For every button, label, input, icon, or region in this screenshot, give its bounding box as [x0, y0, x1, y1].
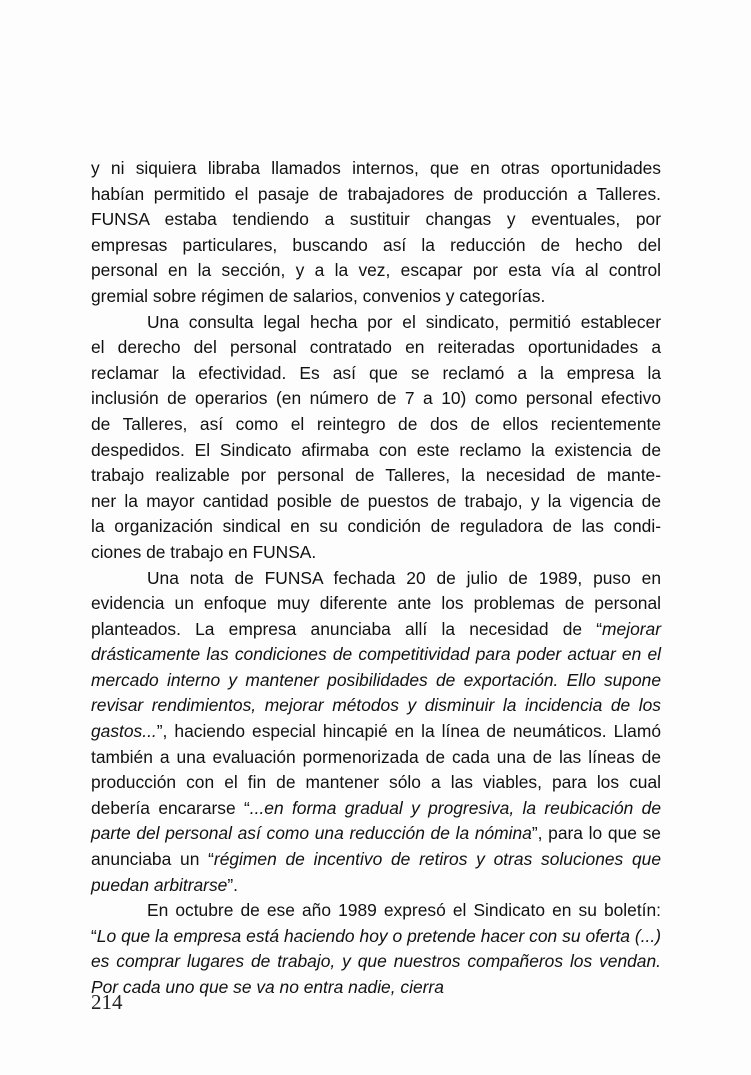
text-line: ner la mayor cantidad posible de puestos de trabajo, y la vigencia de — [91, 490, 661, 511]
text-line: reclamar la efectividad. Es así que se reclamó a la empresa la — [91, 362, 661, 383]
text-line: Una consulta legal hecha por el sindicato, permitió establecer — [147, 311, 661, 332]
paragraph-1 — [91, 156, 661, 310]
text-line: empresas particulares, buscando así la reducción de hecho del — [91, 234, 661, 255]
text-segment: Una nota de FUNSA fechada 20 de julio de 1989, puso en evidencia un enfoque muy diferente ante los problemas de personal planteados. La empresa anunciaba allí la necesidad de “ — [91, 567, 661, 639]
text-segment: ”, para lo que se anunciaba un “ — [91, 823, 661, 870]
text-line: inclusión de operarios (en número de 7 a 10) como personal efectivo — [91, 388, 661, 409]
quote-text: Lo que la empresa está haciendo hoy o pretende hacer con su oferta (...) es comprar lugares de trabajo, y que nuestros compañeros los vendan. Por cada uno que se va no entra nadie, cierra — [91, 925, 661, 997]
text-line: despedidos. El Sindicato afirmaba con este reclamo la existencia de — [91, 439, 661, 460]
text-line: FUNSA estaba tendiendo a sustituir changas y eventuales, por — [91, 209, 661, 230]
quote-text: mejorar drásticamente las condiciones de competitividad para poder actuar en el mercado interno y mantener posibilidades de exportación. Ello supone revisar rendimientos, mejorar métodos y disminuir la incidencia de los gastos... — [91, 618, 661, 742]
page-number: 214 — [91, 990, 123, 1014]
paragraph-3 — [91, 566, 661, 899]
text-segment: ”, haciendo especial hincapié en la línea de neumáticos. Llamó también a una evaluación pormenorizada de cada una de las líneas de producción con el fin de mantener sólo a las viables, para los cual debería encararse “ — [91, 721, 661, 818]
text-line: la organización sindical en su condición de reguladora de las condi- — [91, 516, 661, 537]
text-line: gremial sobre régimen de salarios, convenios y categorías. — [91, 285, 546, 306]
text-line: personal en la sección, y a la vez, escapar por esta vía al control — [91, 260, 661, 281]
text-line: el derecho del personal contratado en reiteradas oportunidades a — [91, 337, 661, 358]
text-line: y ni siquiera libraba llamados internos, que en otras oportunidades — [91, 158, 661, 178]
body-text — [91, 156, 661, 1001]
text-line: habían permitido el pasaje de trabajadores de producción a Talleres. — [91, 183, 661, 204]
quote-text: ...en forma gradual y progresiva, la reubicación de parte del personal así como una reducción de la nómina — [91, 797, 661, 844]
paragraph-2 — [91, 310, 661, 566]
paragraph-4 — [91, 898, 661, 1000]
quote-text: régimen de incentivo de retiros y otras soluciones que puedan arbitrarse — [91, 849, 662, 895]
text-segment: En octubre de ese año 1989 expresó el Sindicato en su boletín: “ — [91, 900, 661, 946]
text-segment: ”. — [227, 874, 238, 895]
text-line: trabajo realizable por personal de Talleres, la necesidad de mante- — [91, 465, 661, 486]
text-line: ciones de trabajo en FUNSA. — [91, 541, 317, 562]
text-line: de Talleres, así como el reintegro de dos de ellos recientemente — [91, 413, 661, 434]
